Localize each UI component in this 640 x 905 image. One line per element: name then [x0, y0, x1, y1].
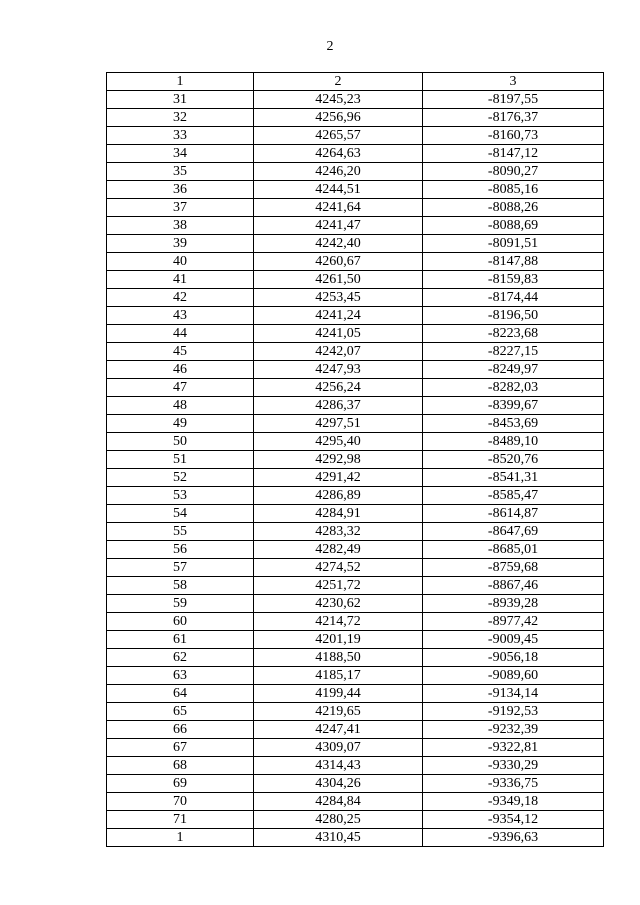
y-coordinate-cell: -9134,14 [423, 685, 604, 703]
y-coordinate-cell: -9349,18 [423, 793, 604, 811]
point-number-cell: 61 [107, 631, 254, 649]
point-number-cell: 58 [107, 577, 254, 595]
point-number-cell: 70 [107, 793, 254, 811]
y-coordinate-cell: -8685,01 [423, 541, 604, 559]
x-coordinate-cell: 4297,51 [254, 415, 423, 433]
x-coordinate-cell: 4286,89 [254, 487, 423, 505]
point-number-cell: 64 [107, 685, 254, 703]
y-coordinate-cell: -9322,81 [423, 739, 604, 757]
y-coordinate-cell: -8197,55 [423, 91, 604, 109]
y-coordinate-cell: -8939,28 [423, 595, 604, 613]
table-row [107, 361, 604, 379]
point-number-cell: 41 [107, 271, 254, 289]
y-coordinate-cell: -8223,68 [423, 325, 604, 343]
point-number-cell: 47 [107, 379, 254, 397]
table-row [107, 127, 604, 145]
x-coordinate-cell: 4295,40 [254, 433, 423, 451]
header-row [107, 73, 604, 91]
table-row [107, 577, 604, 595]
point-number-cell: 38 [107, 217, 254, 235]
point-number-cell: 31 [107, 91, 254, 109]
table-row [107, 451, 604, 469]
table-row [107, 343, 604, 361]
y-coordinate-cell: -8399,67 [423, 397, 604, 415]
table-body [107, 91, 604, 847]
x-coordinate-cell: 4245,23 [254, 91, 423, 109]
table-row [107, 757, 604, 775]
x-coordinate-cell: 4284,91 [254, 505, 423, 523]
y-coordinate-cell: -8196,50 [423, 307, 604, 325]
x-coordinate-cell: 4256,24 [254, 379, 423, 397]
x-coordinate-cell: 4188,50 [254, 649, 423, 667]
y-coordinate-cell: -8647,69 [423, 523, 604, 541]
table-row [107, 325, 604, 343]
point-number-cell: 46 [107, 361, 254, 379]
table-row [107, 559, 604, 577]
x-coordinate-cell: 4280,25 [254, 811, 423, 829]
table-row [107, 91, 604, 109]
point-number-cell: 57 [107, 559, 254, 577]
y-coordinate-cell: -8090,27 [423, 163, 604, 181]
point-number-cell: 48 [107, 397, 254, 415]
point-number-cell: 37 [107, 199, 254, 217]
y-coordinate-cell: -8489,10 [423, 433, 604, 451]
x-coordinate-cell: 4247,93 [254, 361, 423, 379]
y-coordinate-cell: -9089,60 [423, 667, 604, 685]
table-row [107, 199, 604, 217]
y-coordinate-cell: -8160,73 [423, 127, 604, 145]
x-coordinate-cell: 4291,42 [254, 469, 423, 487]
y-coordinate-cell: -8085,16 [423, 181, 604, 199]
y-coordinate-cell: -8088,69 [423, 217, 604, 235]
point-number-cell: 1 [107, 829, 254, 847]
table-row [107, 631, 604, 649]
header-y-coordinate: 3 [423, 73, 604, 91]
point-number-cell: 43 [107, 307, 254, 325]
y-coordinate-cell: -8249,97 [423, 361, 604, 379]
point-number-cell: 36 [107, 181, 254, 199]
x-coordinate-cell: 4219,65 [254, 703, 423, 721]
table-row [107, 505, 604, 523]
y-coordinate-cell: -8614,87 [423, 505, 604, 523]
table-row [107, 649, 604, 667]
table-row [107, 415, 604, 433]
table-row [107, 181, 604, 199]
table-row [107, 829, 604, 847]
point-number-cell: 50 [107, 433, 254, 451]
point-number-cell: 68 [107, 757, 254, 775]
x-coordinate-cell: 4304,26 [254, 775, 423, 793]
table-row [107, 775, 604, 793]
page-number: 2 [326, 39, 334, 54]
x-coordinate-cell: 4242,40 [254, 235, 423, 253]
x-coordinate-cell: 4199,44 [254, 685, 423, 703]
point-number-cell: 42 [107, 289, 254, 307]
x-coordinate-cell: 4241,64 [254, 199, 423, 217]
table-row [107, 109, 604, 127]
point-number-cell: 56 [107, 541, 254, 559]
x-coordinate-cell: 4260,67 [254, 253, 423, 271]
table-row [107, 235, 604, 253]
x-coordinate-cell: 4201,19 [254, 631, 423, 649]
point-number-cell: 34 [107, 145, 254, 163]
x-coordinate-cell: 4309,07 [254, 739, 423, 757]
point-number-cell: 35 [107, 163, 254, 181]
x-coordinate-cell: 4230,62 [254, 595, 423, 613]
point-number-cell: 33 [107, 127, 254, 145]
point-number-cell: 39 [107, 235, 254, 253]
y-coordinate-cell: -9396,63 [423, 829, 604, 847]
y-coordinate-cell: -8282,03 [423, 379, 604, 397]
y-coordinate-cell: -9232,39 [423, 721, 604, 739]
table-row [107, 397, 604, 415]
point-number-cell: 66 [107, 721, 254, 739]
point-number-cell: 67 [107, 739, 254, 757]
table-row [107, 613, 604, 631]
point-number-cell: 65 [107, 703, 254, 721]
y-coordinate-cell: -8867,46 [423, 577, 604, 595]
y-coordinate-cell: -8159,83 [423, 271, 604, 289]
x-coordinate-cell: 4284,84 [254, 793, 423, 811]
table-row [107, 811, 604, 829]
point-number-cell: 45 [107, 343, 254, 361]
y-coordinate-cell: -8227,15 [423, 343, 604, 361]
x-coordinate-cell: 4264,63 [254, 145, 423, 163]
point-number-cell: 51 [107, 451, 254, 469]
x-coordinate-cell: 4246,20 [254, 163, 423, 181]
table-row [107, 721, 604, 739]
table-row [107, 595, 604, 613]
point-number-cell: 60 [107, 613, 254, 631]
point-number-cell: 32 [107, 109, 254, 127]
point-number-cell: 52 [107, 469, 254, 487]
y-coordinate-cell: -8585,47 [423, 487, 604, 505]
point-number-cell: 59 [107, 595, 254, 613]
y-coordinate-cell: -8147,12 [423, 145, 604, 163]
y-coordinate-cell: -8176,37 [423, 109, 604, 127]
point-number-cell: 49 [107, 415, 254, 433]
point-number-cell: 62 [107, 649, 254, 667]
x-coordinate-cell: 4253,45 [254, 289, 423, 307]
point-number-cell: 40 [107, 253, 254, 271]
x-coordinate-cell: 4251,72 [254, 577, 423, 595]
table-row [107, 271, 604, 289]
table-row [107, 469, 604, 487]
y-coordinate-cell: -8147,88 [423, 253, 604, 271]
x-coordinate-cell: 4242,07 [254, 343, 423, 361]
table-row [107, 289, 604, 307]
point-number-cell: 63 [107, 667, 254, 685]
x-coordinate-cell: 4265,57 [254, 127, 423, 145]
y-coordinate-cell: -8541,31 [423, 469, 604, 487]
x-coordinate-cell: 4247,41 [254, 721, 423, 739]
x-coordinate-cell: 4286,37 [254, 397, 423, 415]
x-coordinate-cell: 4241,05 [254, 325, 423, 343]
point-number-cell: 71 [107, 811, 254, 829]
x-coordinate-cell: 4310,45 [254, 829, 423, 847]
x-coordinate-cell: 4314,43 [254, 757, 423, 775]
table-row [107, 541, 604, 559]
y-coordinate-cell: -8453,69 [423, 415, 604, 433]
table-row [107, 793, 604, 811]
x-coordinate-cell: 4282,49 [254, 541, 423, 559]
y-coordinate-cell: -9009,45 [423, 631, 604, 649]
table-row [107, 523, 604, 541]
x-coordinate-cell: 4214,72 [254, 613, 423, 631]
y-coordinate-cell: -8174,44 [423, 289, 604, 307]
point-number-cell: 44 [107, 325, 254, 343]
x-coordinate-cell: 4185,17 [254, 667, 423, 685]
table-row [107, 685, 604, 703]
y-coordinate-cell: -9330,29 [423, 757, 604, 775]
table-row [107, 145, 604, 163]
table-row [107, 739, 604, 757]
y-coordinate-cell: -8520,76 [423, 451, 604, 469]
table-row [107, 487, 604, 505]
table-row [107, 433, 604, 451]
point-number-cell: 69 [107, 775, 254, 793]
y-coordinate-cell: -8977,42 [423, 613, 604, 631]
y-coordinate-cell: -9336,75 [423, 775, 604, 793]
table-row [107, 163, 604, 181]
table-row [107, 307, 604, 325]
point-number-cell: 53 [107, 487, 254, 505]
x-coordinate-cell: 4261,50 [254, 271, 423, 289]
table-row [107, 379, 604, 397]
x-coordinate-cell: 4244,51 [254, 181, 423, 199]
y-coordinate-cell: -9056,18 [423, 649, 604, 667]
y-coordinate-cell: -8088,26 [423, 199, 604, 217]
header-x-coordinate: 2 [254, 73, 423, 91]
x-coordinate-cell: 4241,47 [254, 217, 423, 235]
coordinates-table [106, 72, 604, 847]
point-number-cell: 54 [107, 505, 254, 523]
table-row [107, 667, 604, 685]
header-point-number: 1 [107, 73, 254, 91]
x-coordinate-cell: 4241,24 [254, 307, 423, 325]
x-coordinate-cell: 4274,52 [254, 559, 423, 577]
point-number-cell: 55 [107, 523, 254, 541]
y-coordinate-cell: -9354,12 [423, 811, 604, 829]
y-coordinate-cell: -8759,68 [423, 559, 604, 577]
y-coordinate-cell: -9192,53 [423, 703, 604, 721]
table-header [107, 73, 604, 91]
x-coordinate-cell: 4292,98 [254, 451, 423, 469]
y-coordinate-cell: -8091,51 [423, 235, 604, 253]
x-coordinate-cell: 4256,96 [254, 109, 423, 127]
table-row [107, 253, 604, 271]
table-row [107, 703, 604, 721]
x-coordinate-cell: 4283,32 [254, 523, 423, 541]
table-row [107, 217, 604, 235]
